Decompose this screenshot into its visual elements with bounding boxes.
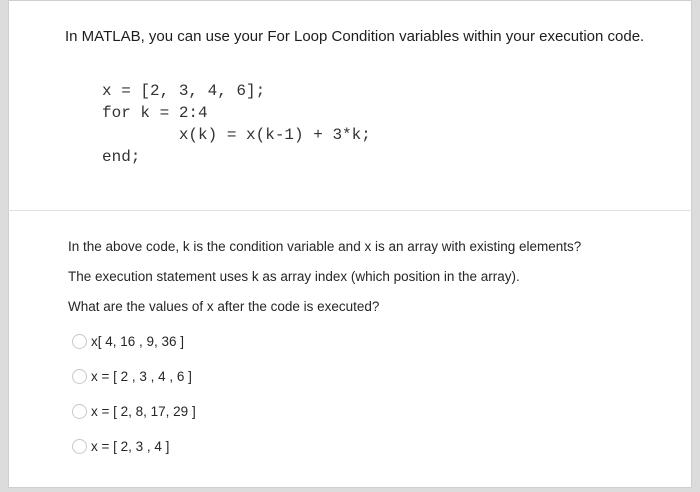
question-title: In MATLAB, you can use your For Loop Condition variables within your execution code.: [65, 28, 645, 45]
code-line: for k = 2:4: [102, 104, 208, 122]
answer-option-3[interactable]: [72, 402, 196, 420]
code-block: [102, 80, 371, 168]
prompt-line-2: The execution statement uses k as array index (which position in the array).: [68, 269, 520, 284]
option-label: x = [ 2, 8, 17, 29 ]: [91, 403, 196, 419]
prompt-line-3: What are the values of x after the code is executed?: [68, 299, 380, 314]
prompt-line-1: In the above code, k is the condition variable and x is an array with existing elements?: [68, 239, 582, 254]
option-label: x[ 4, 16 , 9, 36 ]: [91, 333, 185, 349]
radio-button[interactable]: [72, 439, 87, 454]
option-label: x = [ 2 , 3 , 4 , 6 ]: [91, 368, 192, 384]
answer-option-1[interactable]: [72, 332, 184, 350]
radio-button[interactable]: [72, 334, 87, 349]
code-line: x(k) = x(k-1) + 3*k;: [102, 126, 371, 144]
answer-option-2[interactable]: [72, 367, 192, 385]
section-divider: [8, 210, 692, 211]
code-line: end;: [102, 148, 141, 166]
radio-button[interactable]: [72, 369, 87, 384]
code-line: x = [2, 3, 4, 6];: [102, 82, 266, 100]
radio-button[interactable]: [72, 404, 87, 419]
answer-option-4[interactable]: [72, 437, 169, 455]
option-label: x = [ 2, 3 , 4 ]: [91, 438, 170, 454]
